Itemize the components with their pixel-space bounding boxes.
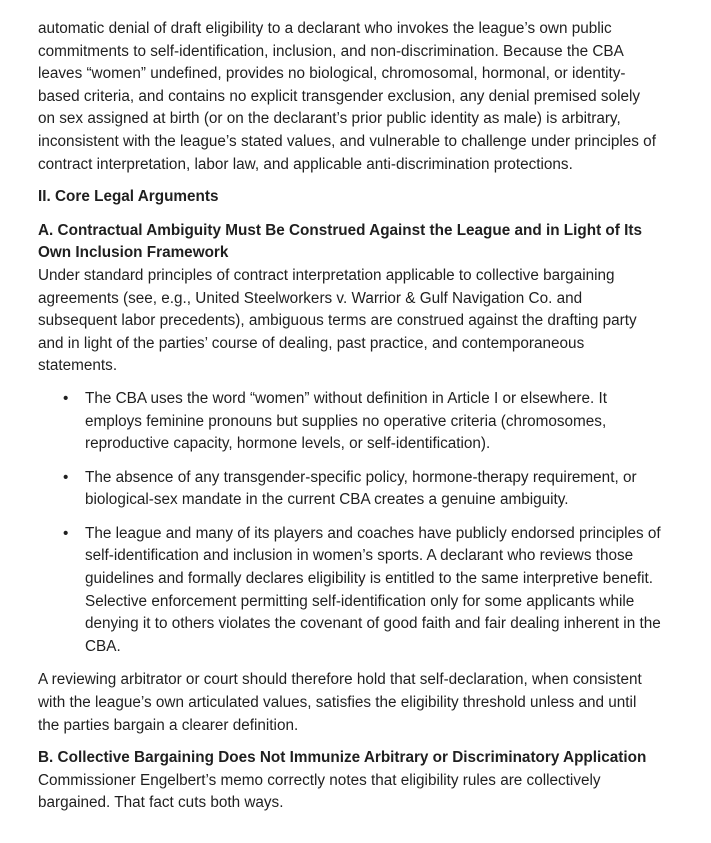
list-item-text: The absence of any transgender-specific policy, hormone-therapy requirement, or biological-sex mandate in the current CBA creates a genuine ambiguity. bbox=[85, 468, 637, 509]
intro-paragraph: automatic denial of draft eligibility to a declarant who invokes the league’s own public commitments to self-identification, inclusion, and non-discrimination. Because the CBA leaves “women” undefined, provides no biological, chromosomal, hormonal, or identity-based criteria, and contains no explicit transgender exclusion, any denial premised solely on sex assigned at birth (or on the declarant’s prior public identity as male) is arbitrary, inconsistent with the league’s stated values, and vulnerable to challenge under principles of contract interpretation, labor law, and applicable anti-discrimination protections. bbox=[38, 20, 656, 173]
section-a-body: Under standard principles of contract interpretation applicable to collective bargaining agreements (see, e.g., United Steelworkers v. Warrior & Gulf Navigation Co. and subsequent labor precedents), ambiguous terms are construed against the drafting party and in light of the parties’ course of dealing, past practice, and contemporaneous statements. bbox=[38, 266, 637, 375]
bullet-icon: • bbox=[63, 468, 69, 486]
list-item-text: The CBA uses the word “women” without definition in Article I or elsewhere. It employs feminine pronouns but supplies no operative criteria (chromosomes, reproductive capacity, hormone levels, or self-identification). bbox=[85, 389, 608, 453]
section-a-conclusion: A reviewing arbitrator or court should therefore hold that self-declaration, when consistent with the league’s own articulated values, satisfies the eligibility threshold unless and until the parties bargain a clearer definition. bbox=[38, 671, 642, 734]
list-item bbox=[38, 467, 661, 512]
bullet-icon: • bbox=[63, 524, 69, 542]
list-item bbox=[38, 388, 661, 456]
section-b bbox=[38, 747, 661, 815]
section-b-heading: B. Collective Bargaining Does Not Immunize Arbitrary or Discriminatory Application bbox=[38, 749, 647, 767]
list-item bbox=[38, 523, 661, 659]
section-heading-core-legal-arguments: II. Core Legal Arguments bbox=[38, 188, 219, 206]
section-a-heading: A. Contractual Ambiguity Must Be Construed Against the League and in Light of Its Own Inclusion Framework bbox=[38, 221, 642, 262]
section-b-body: Commissioner Engelbert’s memo correctly notes that eligibility rules are collectively bargained. That fact cuts both ways. bbox=[38, 771, 601, 812]
section-a-bullet-list bbox=[38, 388, 661, 659]
section-a bbox=[38, 220, 661, 737]
bullet-icon: • bbox=[63, 389, 69, 407]
list-item-text: The league and many of its players and coaches have publicly endorsed principles of self-identification and inclusion in women’s sports. A declarant who reviews those guidelines and formally declares eligibility is entitled to the same interpretive benefit. Selective enforcement permitting self-identification only for some applicants while denying it to others violates the covenant of good faith and fair dealing inherent in the CBA. bbox=[85, 524, 661, 655]
